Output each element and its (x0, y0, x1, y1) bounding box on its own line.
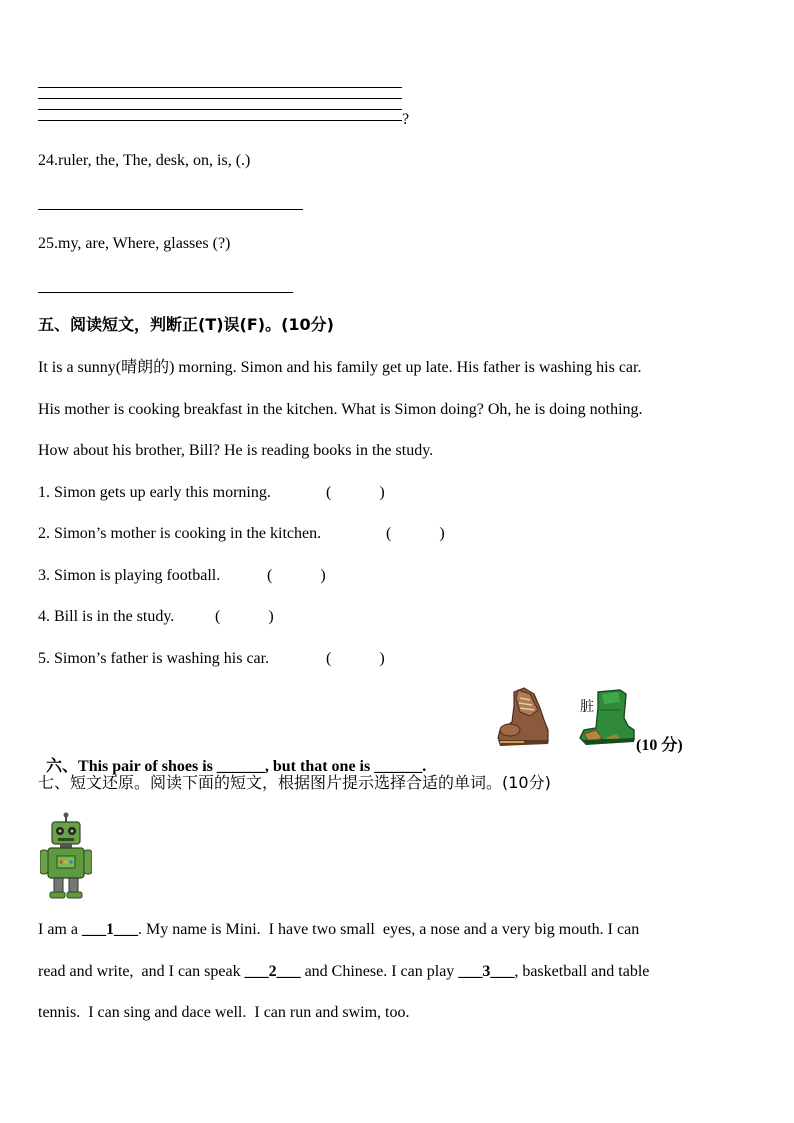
answer-line-2[interactable] (38, 98, 402, 99)
section-6-question (38, 736, 426, 777)
judge-item-2: 2. Simon’s mother is cooking in the kitchen. (38, 525, 322, 542)
judge-item-4: 4. Bill is in the study. (38, 608, 175, 625)
question-24: 24.ruler, the, The, desk, on, is, (.) (38, 152, 251, 169)
cloze-line-2-a: read and write, and I can speak (38, 963, 245, 980)
judge-item-5: 5. Simon’s father is washing his car. (38, 650, 270, 667)
answer-line-1[interactable] (38, 87, 402, 88)
cloze-line-3-a: tennis. I can sing and dace well. I can run and swim, too. (38, 1004, 410, 1021)
section-5-heading: 五、阅读短文，判断正(T)误(F)。(10分) (38, 315, 334, 334)
blank-1[interactable]: ______ (216, 758, 265, 775)
cloze-blank-1[interactable]: ___1___ (81, 921, 138, 938)
cloze-line-1-a: I am a (38, 921, 82, 938)
answer-line-25[interactable] (38, 292, 293, 293)
cloze-blank-2[interactable]: ___2___ (244, 963, 301, 980)
answer-line-3[interactable] (38, 109, 402, 110)
passage-line-1: It is a sunny(晴朗的) morning. Simon and his family get up late. His father is washing his car. (38, 359, 642, 376)
question-25: 25.my, are, Where, glasses (?) (38, 235, 231, 252)
cloze-line-1-b: . My name is Mini. I have two small eyes, a nose and a very big mouth. I can (137, 921, 640, 938)
cloze-line-1 (38, 920, 639, 940)
section-6-text-a: This pair of shoes is (78, 758, 217, 775)
cloze-line-2-c: , basketball and table (514, 963, 650, 980)
passage-line-2: His mother is cooking breakfast in the kitchen. What is Simon doing? Oh, he is doing nothing. (38, 401, 643, 418)
judge-answer-3[interactable]: ( ) (267, 567, 326, 584)
brown-shoe-image (494, 686, 552, 748)
cloze-line-2-b: and Chinese. I can play (300, 963, 459, 980)
judge-item-1: 1. Simon gets up early this morning. (38, 484, 271, 501)
question-mark: ? (402, 111, 410, 128)
section-7-heading: 七、短文还原。阅读下面的短文，根据图片提示选择合适的单词。(10分) (38, 773, 551, 792)
judge-answer-4[interactable]: ( ) (215, 608, 274, 625)
section-6-prefix: 六、 (46, 756, 79, 775)
cloze-line-3 (38, 1003, 409, 1023)
answer-line-24[interactable] (38, 209, 303, 210)
section-6-text-b: , but that one is (264, 758, 375, 775)
dirty-label: 脏 (580, 699, 594, 715)
robot-image (40, 812, 92, 900)
judge-item-3: 3. Simon is playing football. (38, 567, 221, 584)
passage-line-3: How about his brother, Bill? He is reading books in the study. (38, 442, 434, 459)
section-6-text-c: . (422, 758, 427, 775)
judge-answer-1[interactable]: ( ) (326, 484, 385, 501)
green-boot-image (576, 688, 638, 748)
cloze-blank-3[interactable]: ___3___ (458, 963, 515, 980)
cloze-line-2 (38, 962, 649, 982)
judge-answer-5[interactable]: ( ) (326, 650, 385, 667)
answer-line-4[interactable] (38, 120, 402, 121)
blank-2[interactable]: ______ (374, 758, 423, 775)
judge-answer-2[interactable]: ( ) (386, 525, 445, 542)
section-6-score: (10 分) (636, 737, 683, 754)
